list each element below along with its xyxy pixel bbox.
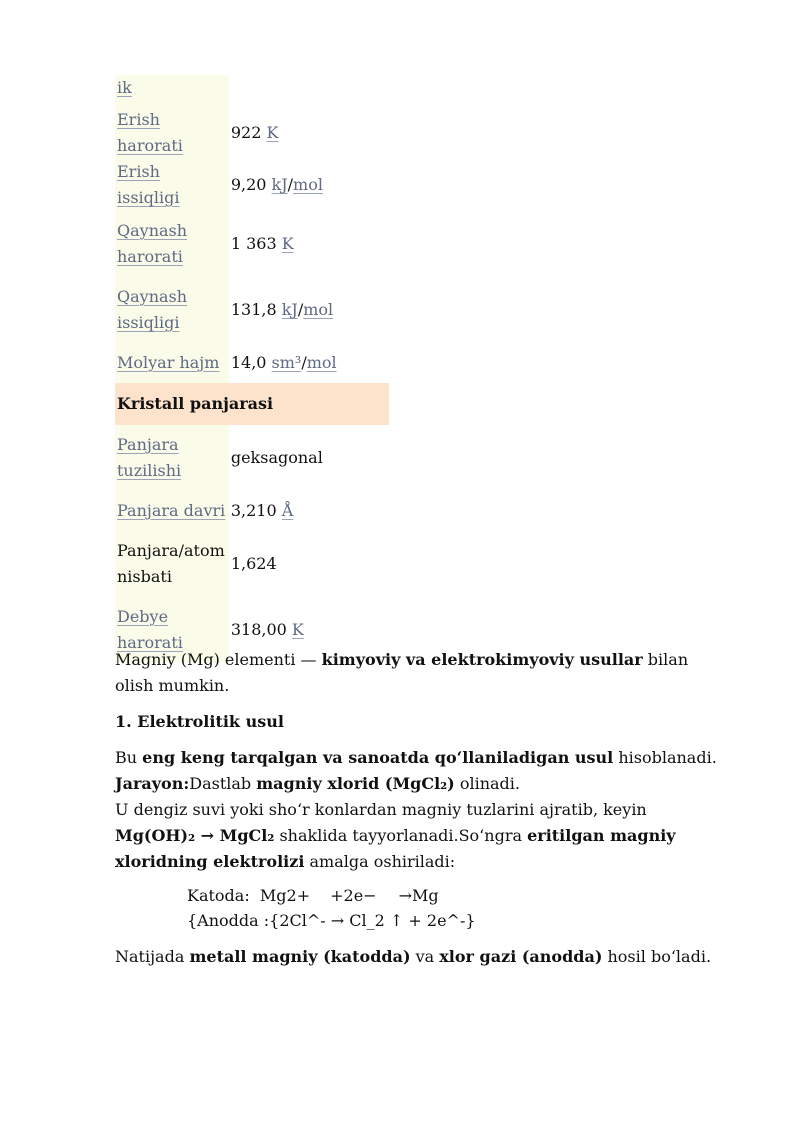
infobox-value: 922 bbox=[230, 123, 262, 142]
debye-harorati-link[interactable]: Debye harorati bbox=[117, 607, 183, 652]
infobox-value: 1,624 bbox=[230, 554, 277, 573]
erish-issiqligi-link[interactable]: Erish issiqligi bbox=[117, 162, 180, 207]
katoda-formula: Katoda: Mg2+ +2e− →Mg bbox=[187, 886, 439, 905]
infobox-row bbox=[115, 531, 389, 597]
unit-link[interactable]: mol bbox=[293, 175, 323, 194]
unit-link[interactable]: kJ bbox=[281, 300, 298, 319]
unit-link[interactable]: K bbox=[281, 234, 294, 253]
qaynash-harorati-link[interactable]: Qaynash harorati bbox=[117, 221, 188, 266]
infobox-value: 3,210 bbox=[230, 501, 277, 520]
panjara-tuzilishi-link[interactable]: Panjara tuzilishi bbox=[117, 435, 182, 480]
infobox-row: Qaynash issiqligi 131,8 kJ/mol bbox=[115, 277, 389, 343]
element-infobox bbox=[115, 75, 389, 663]
infobox-value: 1 363 bbox=[230, 234, 277, 253]
unit-link[interactable]: K bbox=[291, 620, 304, 639]
infobox-value: geksagonal bbox=[230, 448, 323, 467]
conclusion-paragraph: Natijada metall magniy (katodda) va xlor gazi (anodda) hosil bo‘ladi. bbox=[115, 947, 712, 966]
infobox-row bbox=[115, 491, 389, 531]
molyar-hajm-link[interactable]: Molyar hajm bbox=[117, 353, 220, 372]
process-paragraph: Bu eng keng tarqalgan va sanoatda qo‘llaniladigan usul hisoblanadi. Jarayon:Dastlab magniy xlorid (MgCl₂) olinadi. U dengiz suvi yoki sho‘r konlardan magniy tuzlarini ajratib, keyin Mg(OH)₂ → MgCl₂ shaklida tayyorlanadi.So‘ngra eritilgan magniy xloridning elektrolizi amalga oshiriladi: bbox=[115, 748, 717, 871]
unit-link[interactable]: Å bbox=[281, 501, 294, 520]
qaynash-issiqligi-link[interactable]: Qaynash issiqligi bbox=[117, 287, 188, 332]
infobox-label-link[interactable]: ik bbox=[117, 78, 132, 97]
unit-link[interactable]: sm³ bbox=[271, 353, 302, 372]
erish-harorati-link[interactable]: Erish harorati bbox=[117, 110, 183, 155]
infobox-row bbox=[115, 75, 389, 107]
infobox-value: 14,0 bbox=[230, 353, 267, 372]
panjara-atom-label: Panjara/atom nisbati bbox=[117, 541, 225, 586]
unit-link[interactable]: mol bbox=[306, 353, 337, 372]
unit-link[interactable]: kJ bbox=[271, 175, 288, 194]
unit-link[interactable]: K bbox=[266, 123, 279, 142]
anodda-formula: {Anodda :{2Cl^- → Cl_2 ↑ + 2e^-} bbox=[187, 911, 476, 930]
infobox-row: Erish issiqligi 9,20 kJ/mol bbox=[115, 159, 389, 211]
unit-link[interactable]: mol bbox=[303, 300, 334, 319]
infobox-row bbox=[115, 211, 389, 277]
infobox-value: 131,8 bbox=[230, 300, 277, 319]
infobox-value: 9,20 bbox=[230, 175, 267, 194]
intro-paragraph: Magniy (Mg) elementi — kimyoviy va elektrokimyoviy usullar bilan olish mumkin. bbox=[115, 650, 689, 695]
infobox-row bbox=[115, 107, 389, 159]
infobox-value: 318,00 bbox=[230, 620, 287, 639]
infobox-row bbox=[115, 425, 389, 491]
infobox-section-header bbox=[115, 383, 389, 425]
panjara-davri-link[interactable]: Panjara davri bbox=[117, 501, 226, 520]
section-heading: 1. Elektrolitik usul bbox=[115, 712, 284, 731]
section-title: Kristall panjarasi bbox=[115, 383, 389, 425]
infobox-row: Molyar hajm 14,0 sm³/mol bbox=[115, 343, 389, 383]
